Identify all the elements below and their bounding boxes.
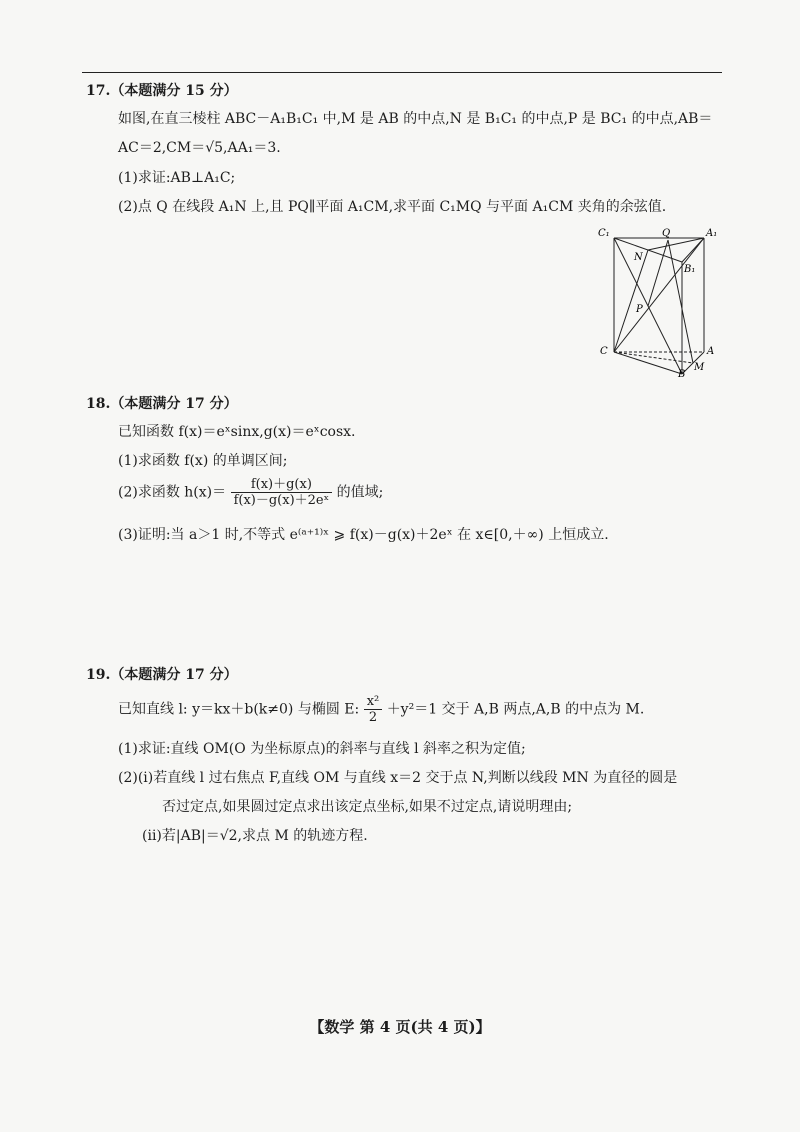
label-p: P xyxy=(636,304,643,315)
q19-fraction-numerator: x² xyxy=(364,694,383,710)
q18-part3: (3)证明:当 a＞1 时,不等式 e⁽ᵃ⁺¹⁾ˣ ⩾ f(x)－g(x)＋2eˣ 在 x∈[0,＋∞) 上恒成立. xyxy=(118,527,609,543)
q19-part2i: (2)(ⅰ)若直线 l 过右焦点 F,直线 OM 与直线 x＝2 交于点 N,判断以线段 MN 为直径的圆是 xyxy=(118,770,678,786)
q19-intro-suffix: ＋y²＝1 交于 A,B 两点,A,B 的中点为 M. xyxy=(386,701,645,718)
q18-fraction-numerator: f(x)＋g(x) xyxy=(231,477,333,493)
q19-part1: (1)求证:直线 OM(O 为坐标原点)的斜率与直线 l 斜率之积为定值; xyxy=(118,741,526,757)
q17-heading: 17.（本题满分 15 分） xyxy=(86,83,238,99)
q19-heading: 19.（本题满分 17 分） xyxy=(86,667,238,683)
q19-intro xyxy=(118,694,644,725)
label-c: C xyxy=(600,346,608,357)
q18-fraction xyxy=(231,477,333,508)
label-a1: A₁ xyxy=(706,228,718,239)
q17-intro-cont: AC＝2,CM＝√5,AA₁＝3. xyxy=(118,140,281,156)
label-a: A xyxy=(707,346,715,357)
q17-intro: 如图,在直三棱柱 ABC－A₁B₁C₁ 中,M 是 AB 的中点,N 是 B₁C₁ 的中点,P 是 BC₁ 的中点,AB＝ xyxy=(118,111,713,127)
label-b1: B₁ xyxy=(684,264,696,275)
q19-part2ii: (ⅱ)若|AB|＝√2,求点 M 的轨迹方程. xyxy=(142,828,368,844)
label-q: Q xyxy=(662,228,671,239)
q18-intro: 已知函数 f(x)＝eˣsinx,g(x)＝eˣcosx. xyxy=(118,424,356,440)
q17-part2: (2)点 Q 在线段 A₁N 上,且 PQ∥平面 A₁CM,求平面 C₁MQ 与平面 A₁CM 夹角的余弦值. xyxy=(118,199,667,215)
q18-part2-suffix: 的值域; xyxy=(336,484,384,501)
q18-part2 xyxy=(118,477,383,508)
q18-fraction-denominator: f(x)－g(x)＋2eˣ xyxy=(233,493,330,508)
q17-part1: (1)求证:AB⊥A₁C; xyxy=(118,170,236,186)
q19-intro-prefix: 已知直线 l: y＝kx＋b(k≠0) 与椭圆 E: xyxy=(118,701,360,718)
q19-fraction-denominator: 2 xyxy=(368,710,378,725)
header-rule xyxy=(82,72,722,73)
label-m: M xyxy=(694,362,705,373)
prism-figure xyxy=(596,226,726,378)
q18-part1: (1)求函数 f(x) 的单调区间; xyxy=(118,453,288,469)
prism-diagram xyxy=(596,226,726,378)
q19-fraction xyxy=(364,694,383,725)
q18-heading: 18.（本题满分 17 分） xyxy=(86,396,238,412)
label-c1: C₁ xyxy=(598,228,610,239)
label-n: N xyxy=(634,252,643,263)
q19-part2i-cont: 否过定点,如果圆过定点求出该定点坐标,如果不过定点,请说明理由; xyxy=(162,799,573,815)
q18-part2-prefix: (2)求函数 h(x)＝ xyxy=(118,484,227,501)
label-b: B xyxy=(678,369,686,378)
page-footer: 【数学 第 4 页(共 4 页)】 xyxy=(309,1018,491,1036)
